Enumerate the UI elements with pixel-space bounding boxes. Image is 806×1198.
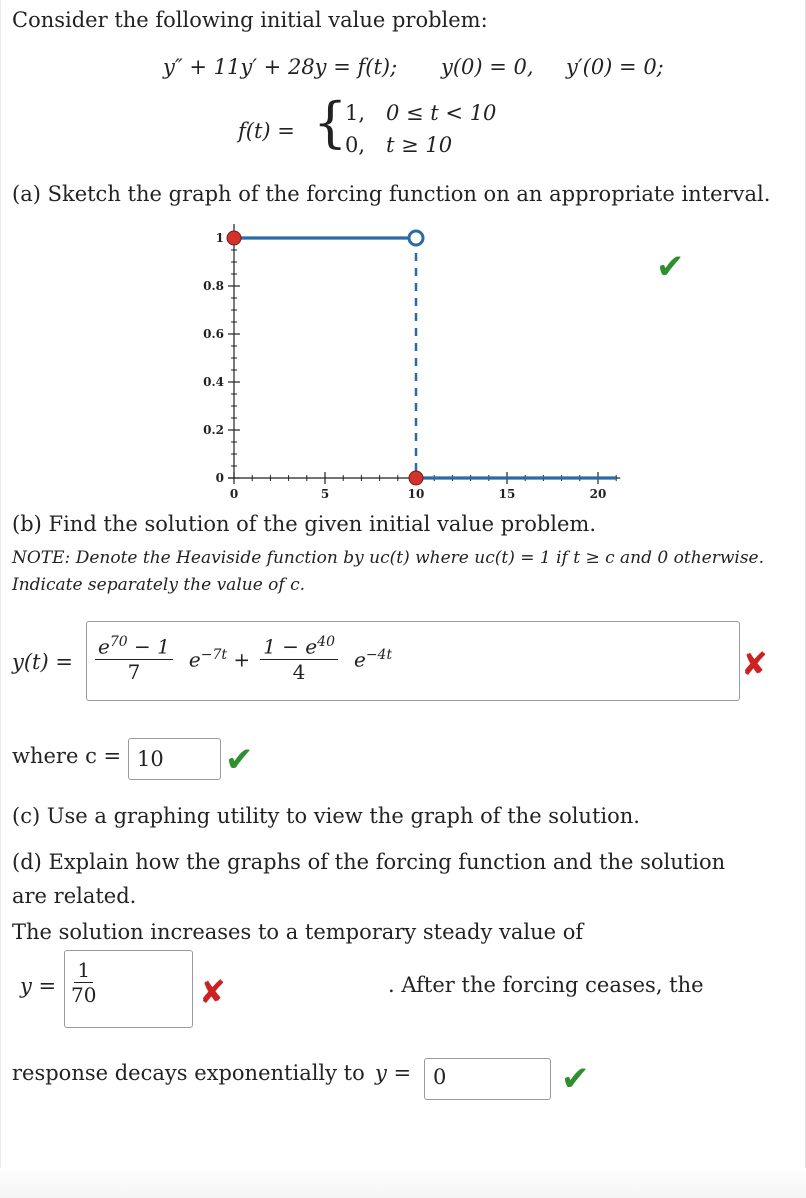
y-tick-label: 0: [215, 471, 224, 485]
c-check-icon: ✔: [225, 740, 254, 780]
x-tick-label: 20: [589, 487, 607, 501]
forcing-function-graph: [190, 220, 630, 505]
x-tick-label: 0: [229, 487, 239, 501]
ode-ic2: y′(0) = 0;: [566, 55, 664, 79]
steady-answer-field[interactable]: [64, 950, 193, 1028]
graph-check-icon: ✔: [656, 247, 685, 287]
c-value: 10: [137, 747, 164, 771]
y-tick-label: 0.8: [203, 279, 224, 293]
decay-value: 0: [433, 1065, 447, 1089]
after-text: . After the forcing ceases, the: [388, 973, 704, 997]
y-label: y(t) =: [12, 650, 73, 674]
c-answer-field[interactable]: [128, 738, 221, 780]
steady-cross-icon: ✘: [199, 973, 226, 1011]
y-tick-label: 1: [215, 231, 224, 245]
frac1-numerator: $e^{70} - 1$: [95, 634, 173, 660]
case2-condition: t ≥ 10: [386, 133, 453, 157]
part-d-text-1: (d) Explain how the graphs of the forcing function and the solution: [12, 850, 726, 874]
f-lhs: f(t) =: [238, 119, 295, 143]
y-answer-field[interactable]: [86, 621, 740, 701]
x-tick-label: 10: [407, 487, 425, 501]
open-point: [409, 231, 423, 245]
decay-text: response decays exponentially to: [12, 1061, 365, 1085]
y-tick-label: 0.6: [203, 327, 224, 341]
filled-point: [409, 471, 423, 485]
decay-answer-field[interactable]: [424, 1058, 551, 1100]
exp-term-2: $e^{-4t}$: [353, 646, 393, 672]
part-a-text: (a) Sketch the graph of the forcing function on an appropriate interval.: [12, 182, 771, 206]
steady-text: The solution increases to a temporary steady value of: [12, 920, 584, 944]
part-b-text: (b) Find the solution of the given initial value problem.: [12, 512, 597, 536]
ode-equation: y″ + 11y′ + 28y = f(t);: [163, 55, 398, 79]
x-tick-label: 5: [320, 487, 330, 501]
filled-point: [227, 231, 241, 245]
case2-value: 0,: [345, 133, 366, 157]
frac2-numerator: $1 - e^{40}$: [260, 634, 338, 660]
y-tick-label: 0.4: [203, 375, 224, 389]
steady-numerator: 1: [74, 959, 93, 983]
frac2-denominator: 4: [292, 659, 306, 684]
c-label: where c =: [12, 744, 122, 768]
exp-term-1: $e^{-7t}$ +: [188, 646, 251, 672]
note-line-1: NOTE: Denote the Heaviside function by uc(t) where uc(t) = 1 if t ≥ c and 0 otherwise.: [12, 548, 765, 568]
case1-value: 1,: [345, 101, 366, 125]
intro-text: Consider the following initial value problem:: [12, 8, 488, 32]
piecewise-brace: {: [313, 91, 348, 154]
steady-denominator: 70: [71, 983, 97, 1007]
decay-check-icon: ✔: [561, 1059, 590, 1099]
steady-label: y =: [20, 974, 57, 998]
frac1-denominator: 7: [127, 659, 141, 684]
y-tick-label: 0.2: [203, 423, 224, 437]
x-tick-label: 15: [498, 487, 516, 501]
y-answer-cross-icon: ✘: [741, 645, 768, 683]
decay-label: y =: [375, 1061, 412, 1085]
part-c-text: (c) Use a graphing utility to view the graph of the solution.: [12, 804, 640, 828]
ode-ic1: y(0) = 0,: [441, 55, 534, 79]
page-bottom: [0, 1168, 806, 1198]
note-line-2: Indicate separately the value of c.: [12, 575, 306, 595]
case1-condition: 0 ≤ t < 10: [386, 101, 497, 125]
part-d-text-2: are related.: [12, 884, 137, 908]
